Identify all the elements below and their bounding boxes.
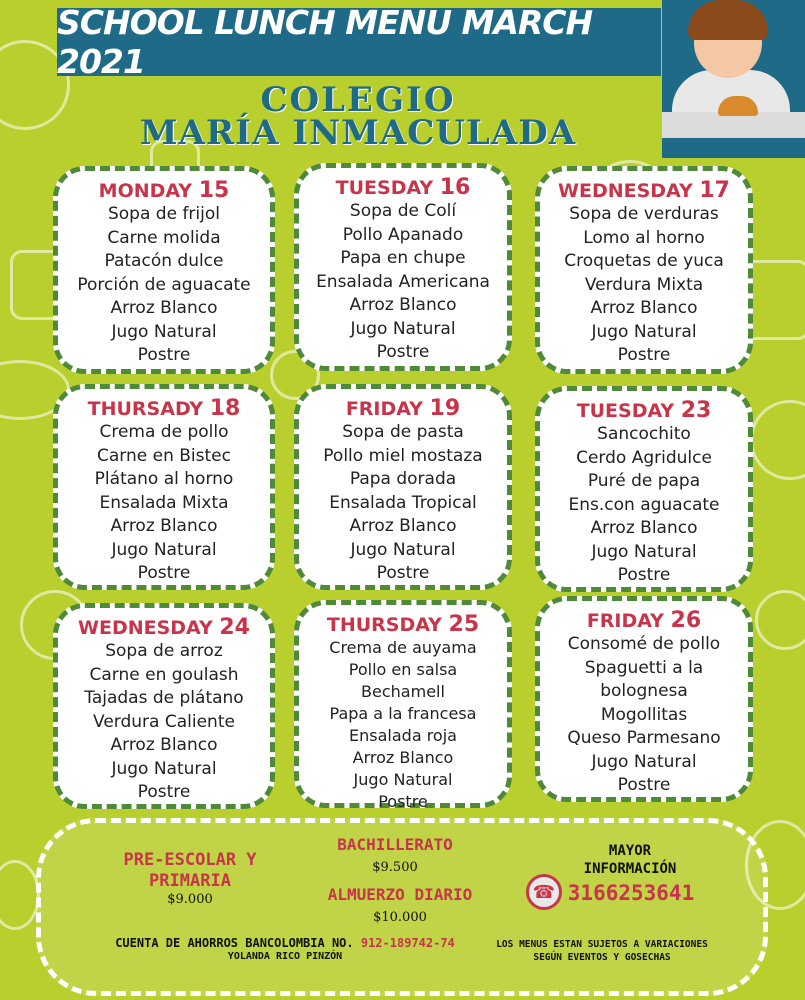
dish-list xyxy=(540,633,748,798)
dish: Bechamell xyxy=(361,682,445,701)
day-label: TUESDAY 23 xyxy=(576,398,712,423)
bachillerato-price: $9.500 xyxy=(372,860,418,875)
dish: Jugo Natural xyxy=(111,758,217,779)
day-card-wednesday-17 xyxy=(535,166,753,374)
dish-list xyxy=(58,421,270,586)
account-label: CUENTA DE AHORROS BANCOLOMBIA NO. xyxy=(115,936,354,950)
dish-list xyxy=(540,203,748,368)
school-name-line1: COLEGIO xyxy=(260,80,456,120)
dish: Arroz Blanco xyxy=(590,518,698,538)
dish: Ensalada Americana xyxy=(316,271,490,292)
dish: Sopa de verduras xyxy=(569,204,719,224)
burger-icon xyxy=(718,96,758,116)
dish: Jugo Natural xyxy=(111,539,217,560)
day-label: THURSADY 18 xyxy=(87,396,241,421)
school-name-line2: MARÍA INMACULADA xyxy=(139,113,577,154)
dish: Porción de aguacate xyxy=(77,274,251,295)
dish: Pollo Apanado xyxy=(342,224,464,245)
info-heading xyxy=(560,842,700,878)
dish: Postre xyxy=(376,563,430,583)
bachillerato-label: BACHILLERATO xyxy=(337,835,453,854)
almuerzo-label: ALMUERZO DIARIO xyxy=(327,885,473,904)
day-label: MONDAY 15 xyxy=(98,178,230,203)
dish: Sopa de Colí xyxy=(349,201,457,221)
dish: Postre xyxy=(378,792,428,811)
dish: Jugo Natural xyxy=(353,770,453,789)
dish: Queso Parmesano xyxy=(567,728,721,748)
dish: Postre xyxy=(137,782,191,802)
dish-list xyxy=(299,637,507,813)
dish: Patacón dulce xyxy=(104,251,224,271)
phone-number[interactable] xyxy=(566,880,696,906)
dish: Ensalada roja xyxy=(349,726,457,745)
dish: Postre xyxy=(376,342,430,362)
kid-hair xyxy=(688,0,768,40)
dish: Verdura Mixta xyxy=(584,274,704,295)
day-card-tuesday-23 xyxy=(535,386,753,592)
dish-list xyxy=(299,200,507,365)
info-line2: INFORMACIÓN xyxy=(583,861,677,877)
bank-account-line xyxy=(100,935,470,951)
kid-illustration xyxy=(662,0,805,158)
disclaimer-line2: SEGÚN EVENTOS Y GOSECHAS xyxy=(533,952,671,963)
almuerzo-pricing xyxy=(305,884,495,925)
dish: Arroz Blanco xyxy=(349,516,457,536)
dish: Jugo Natural xyxy=(350,539,456,560)
phone-icon: ☎ xyxy=(526,874,562,910)
dish: Consomé de pollo xyxy=(567,634,721,654)
day-label: THURSDAY 25 xyxy=(326,612,480,637)
day-card-thursday-18 xyxy=(53,384,275,590)
dish: Plátano al horno xyxy=(94,469,234,489)
dish: Arroz Blanco xyxy=(349,295,457,315)
day-card-friday-26 xyxy=(535,596,753,802)
preescolar-price: $9.000 xyxy=(167,892,213,907)
day-card-tuesday-16 xyxy=(294,163,512,371)
dish: Pollo miel mostaza xyxy=(323,445,483,466)
dish: Sopa de arroz xyxy=(105,641,223,661)
dish-list xyxy=(299,421,507,586)
day-label: WEDNESDAY 24 xyxy=(78,615,250,640)
info-line1: MAYOR xyxy=(608,843,652,859)
day-label: FRIDAY 19 xyxy=(345,396,461,421)
dish: Postre xyxy=(137,563,191,583)
dish: Ensalada Tropical xyxy=(329,492,477,513)
dish: Postre xyxy=(617,565,671,585)
dish: Jugo Natural xyxy=(350,318,456,339)
dish: Sancochito xyxy=(597,424,691,444)
dish: Carne en Bistec xyxy=(97,445,231,466)
day-card-wednesday-24 xyxy=(53,603,275,809)
dish: Arroz Blanco xyxy=(352,748,454,767)
dish: Arroz Blanco xyxy=(110,735,218,755)
dish: Jugo Natural xyxy=(591,321,697,342)
account-number: 912-189742-74 xyxy=(360,936,455,950)
dish: Arroz Blanco xyxy=(110,298,218,318)
dish: Mogollitas xyxy=(600,704,688,725)
school-name xyxy=(128,80,588,154)
dish: Verdura Caliente xyxy=(93,711,235,732)
day-label: TUESDAY 16 xyxy=(335,175,471,200)
dish: Arroz Blanco xyxy=(110,516,218,536)
dish: Jugo Natural xyxy=(111,321,217,342)
bachillerato-pricing xyxy=(305,834,485,875)
dish-list xyxy=(58,203,270,368)
preescolar-label-line2: PRIMARIA xyxy=(149,871,231,891)
menu-title: SCHOOL LUNCH MENU MARCH 2021 xyxy=(57,8,661,76)
day-card-friday-19 xyxy=(294,384,512,590)
menu-disclaimer xyxy=(468,938,736,964)
dish: Postre xyxy=(617,345,671,365)
dish: Jugo Natural xyxy=(591,751,697,772)
dish: Pollo en salsa xyxy=(348,660,458,679)
dish: Cerdo Agridulce xyxy=(576,447,712,468)
preescolar-pricing xyxy=(100,850,280,907)
dish: Crema de pollo xyxy=(99,422,229,442)
day-card-thursday-25 xyxy=(294,600,512,811)
day-label: FRIDAY 26 xyxy=(586,608,702,633)
disclaimer-line1: LOS MENUS ESTAN SUJETOS A VARIACIONES xyxy=(496,939,708,950)
dish: bolognesa xyxy=(600,681,688,701)
phone-number-text: 3166253641 xyxy=(567,881,695,905)
dish: Arroz Blanco xyxy=(590,298,698,318)
dish: Puré de papa xyxy=(587,471,701,491)
dish: Postre xyxy=(137,345,191,365)
dish: Crema de auyama xyxy=(329,638,477,657)
preescolar-label-line1: PRE-ESCOLAR Y xyxy=(123,850,257,870)
account-holder: YOLANDA RICO PINZÓN xyxy=(227,951,343,962)
day-card-monday-15 xyxy=(53,166,275,374)
dish: Croquetas de yuca xyxy=(564,251,724,271)
dish: Carne molida xyxy=(107,227,221,248)
bank-account xyxy=(100,935,470,963)
dish: Ensalada Mixta xyxy=(99,492,229,513)
dish-list xyxy=(540,423,748,588)
dish: Lomo al horno xyxy=(583,227,705,248)
dish: Tajadas de plátano xyxy=(84,688,244,708)
dish: Papa a la francesa xyxy=(329,704,477,723)
dish: Postre xyxy=(617,775,671,795)
dish: Sopa de pasta xyxy=(342,422,464,442)
dish: Jugo Natural xyxy=(591,541,697,562)
dish: Papa en chupe xyxy=(340,248,466,268)
day-label: WEDNESDAY 17 xyxy=(558,178,730,203)
dish: Sopa de frijol xyxy=(107,204,220,224)
dish: Spaguetti a la xyxy=(584,657,704,678)
dish: Papa dorada xyxy=(349,469,457,489)
almuerzo-price: $10.000 xyxy=(373,910,427,925)
dish: Carne en goulash xyxy=(89,664,239,685)
dish: Ens.con aguacate xyxy=(568,494,720,515)
dish-list xyxy=(58,640,270,805)
